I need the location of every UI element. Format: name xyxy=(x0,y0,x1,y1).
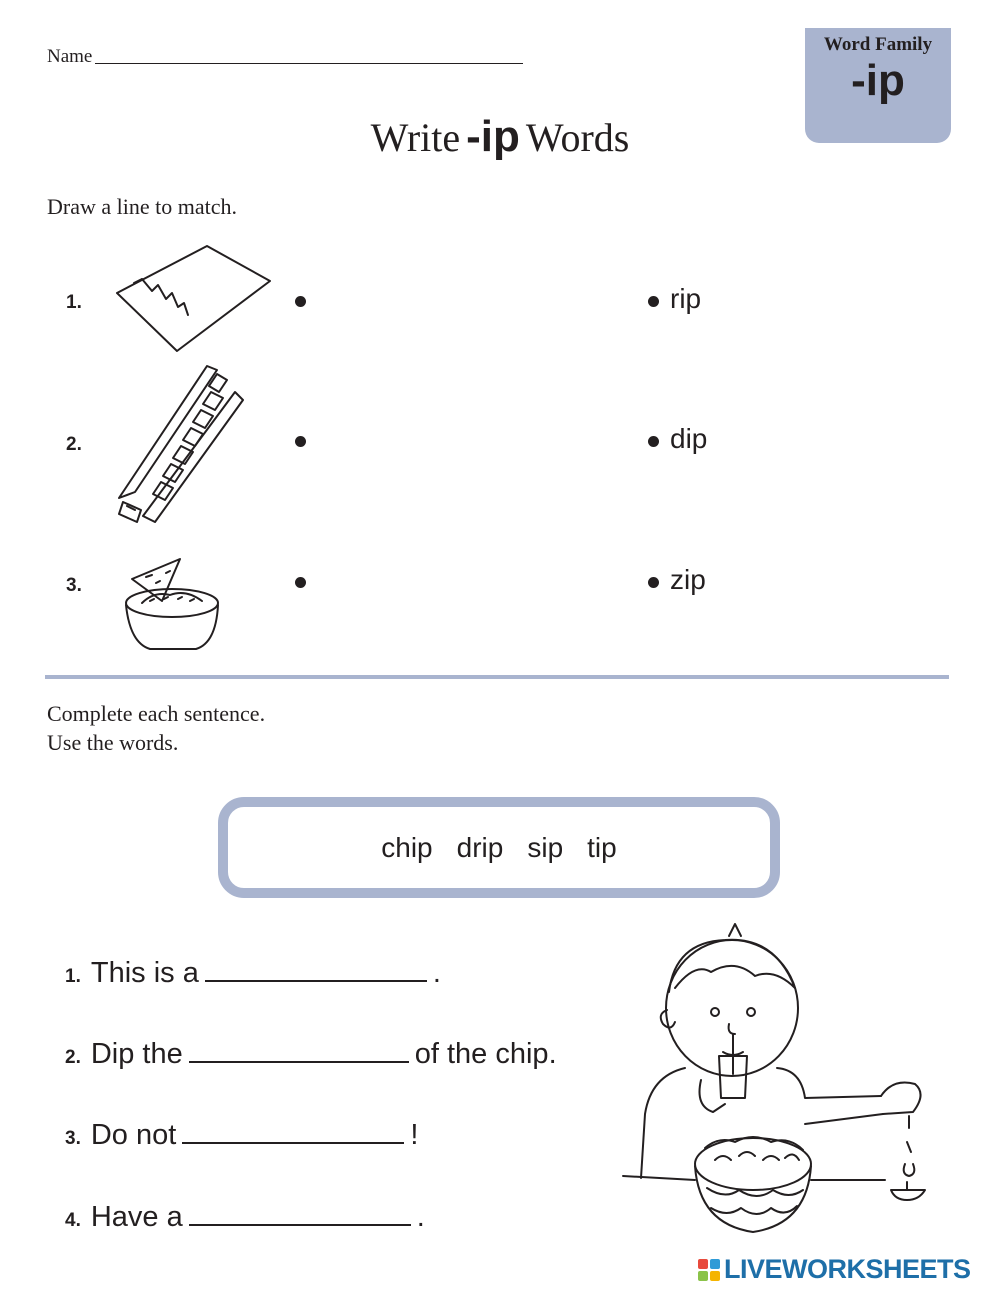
word-bank-item: tip xyxy=(587,831,617,863)
word-bank xyxy=(218,797,780,898)
sentence-before: This is a xyxy=(90,957,199,989)
sentence-after: ! xyxy=(410,1119,419,1151)
sentence-instruction-2: Use the words. xyxy=(47,730,179,755)
sentence-number: 1. xyxy=(65,966,81,987)
match-number-2: 2. xyxy=(66,434,82,455)
sentence-instruction-1: Complete each sentence. xyxy=(47,701,266,726)
sentence-1 xyxy=(65,957,441,990)
match-word-2: dip xyxy=(670,423,708,454)
name-field xyxy=(47,46,523,68)
answer-blank-3[interactable] xyxy=(182,1142,404,1144)
match-dot-right-3[interactable] xyxy=(648,577,659,588)
torn-paper-icon xyxy=(112,243,277,358)
sentence-after: of the chip. xyxy=(414,1038,557,1070)
sentence-before: Do not xyxy=(90,1119,177,1151)
sentence-4 xyxy=(65,1201,425,1234)
sentence-before: Have a xyxy=(90,1201,183,1233)
sentence-before: Dip the xyxy=(90,1038,183,1070)
page-title xyxy=(0,112,1000,162)
zipper-icon xyxy=(115,362,275,530)
match-dot-left-2[interactable] xyxy=(295,436,306,447)
match-number-1: 1. xyxy=(66,292,82,313)
chip-and-dip-icon xyxy=(120,555,230,657)
match-word-1: rip xyxy=(670,283,702,314)
answer-blank-4[interactable] xyxy=(189,1224,411,1226)
match-dot-right-2[interactable] xyxy=(648,436,659,447)
matching-instruction: Draw a line to match. xyxy=(47,194,237,219)
sentence-number: 3. xyxy=(65,1128,81,1149)
title-prefix: Write xyxy=(370,115,461,160)
match-dot-right-1[interactable] xyxy=(648,296,659,307)
name-label: Name xyxy=(47,46,93,67)
word-bank-item: sip xyxy=(527,831,564,863)
sentence-number: 2. xyxy=(65,1047,81,1068)
sentence-2 xyxy=(65,1038,557,1071)
logo-text: LIVEWORKSHEETS xyxy=(724,1254,971,1284)
liveworksheets-logo-icon xyxy=(698,1259,720,1281)
sentence-number: 4. xyxy=(65,1210,81,1231)
match-number-3: 3. xyxy=(66,575,82,596)
answer-blank-1[interactable] xyxy=(205,980,427,982)
match-dot-left-1[interactable] xyxy=(295,296,306,307)
match-word-3: zip xyxy=(670,564,706,595)
title-highlight: -ip xyxy=(466,112,520,161)
word-family-word: -ip xyxy=(851,56,905,105)
section-divider xyxy=(45,675,949,679)
match-dot-left-3[interactable] xyxy=(295,577,306,588)
sentence-after: . xyxy=(432,957,441,989)
word-bank-item: chip xyxy=(381,831,433,863)
sentence-3 xyxy=(65,1119,418,1152)
answer-blank-2[interactable] xyxy=(189,1061,409,1063)
sentence-after: . xyxy=(416,1201,425,1233)
word-bank-item: drip xyxy=(456,831,504,863)
boy-sipping-drink-icon xyxy=(615,928,945,1243)
word-family-title: Word Family xyxy=(823,34,933,55)
title-suffix: Words xyxy=(525,115,630,160)
liveworksheets-logo xyxy=(698,1254,971,1285)
name-line[interactable] xyxy=(95,63,523,64)
